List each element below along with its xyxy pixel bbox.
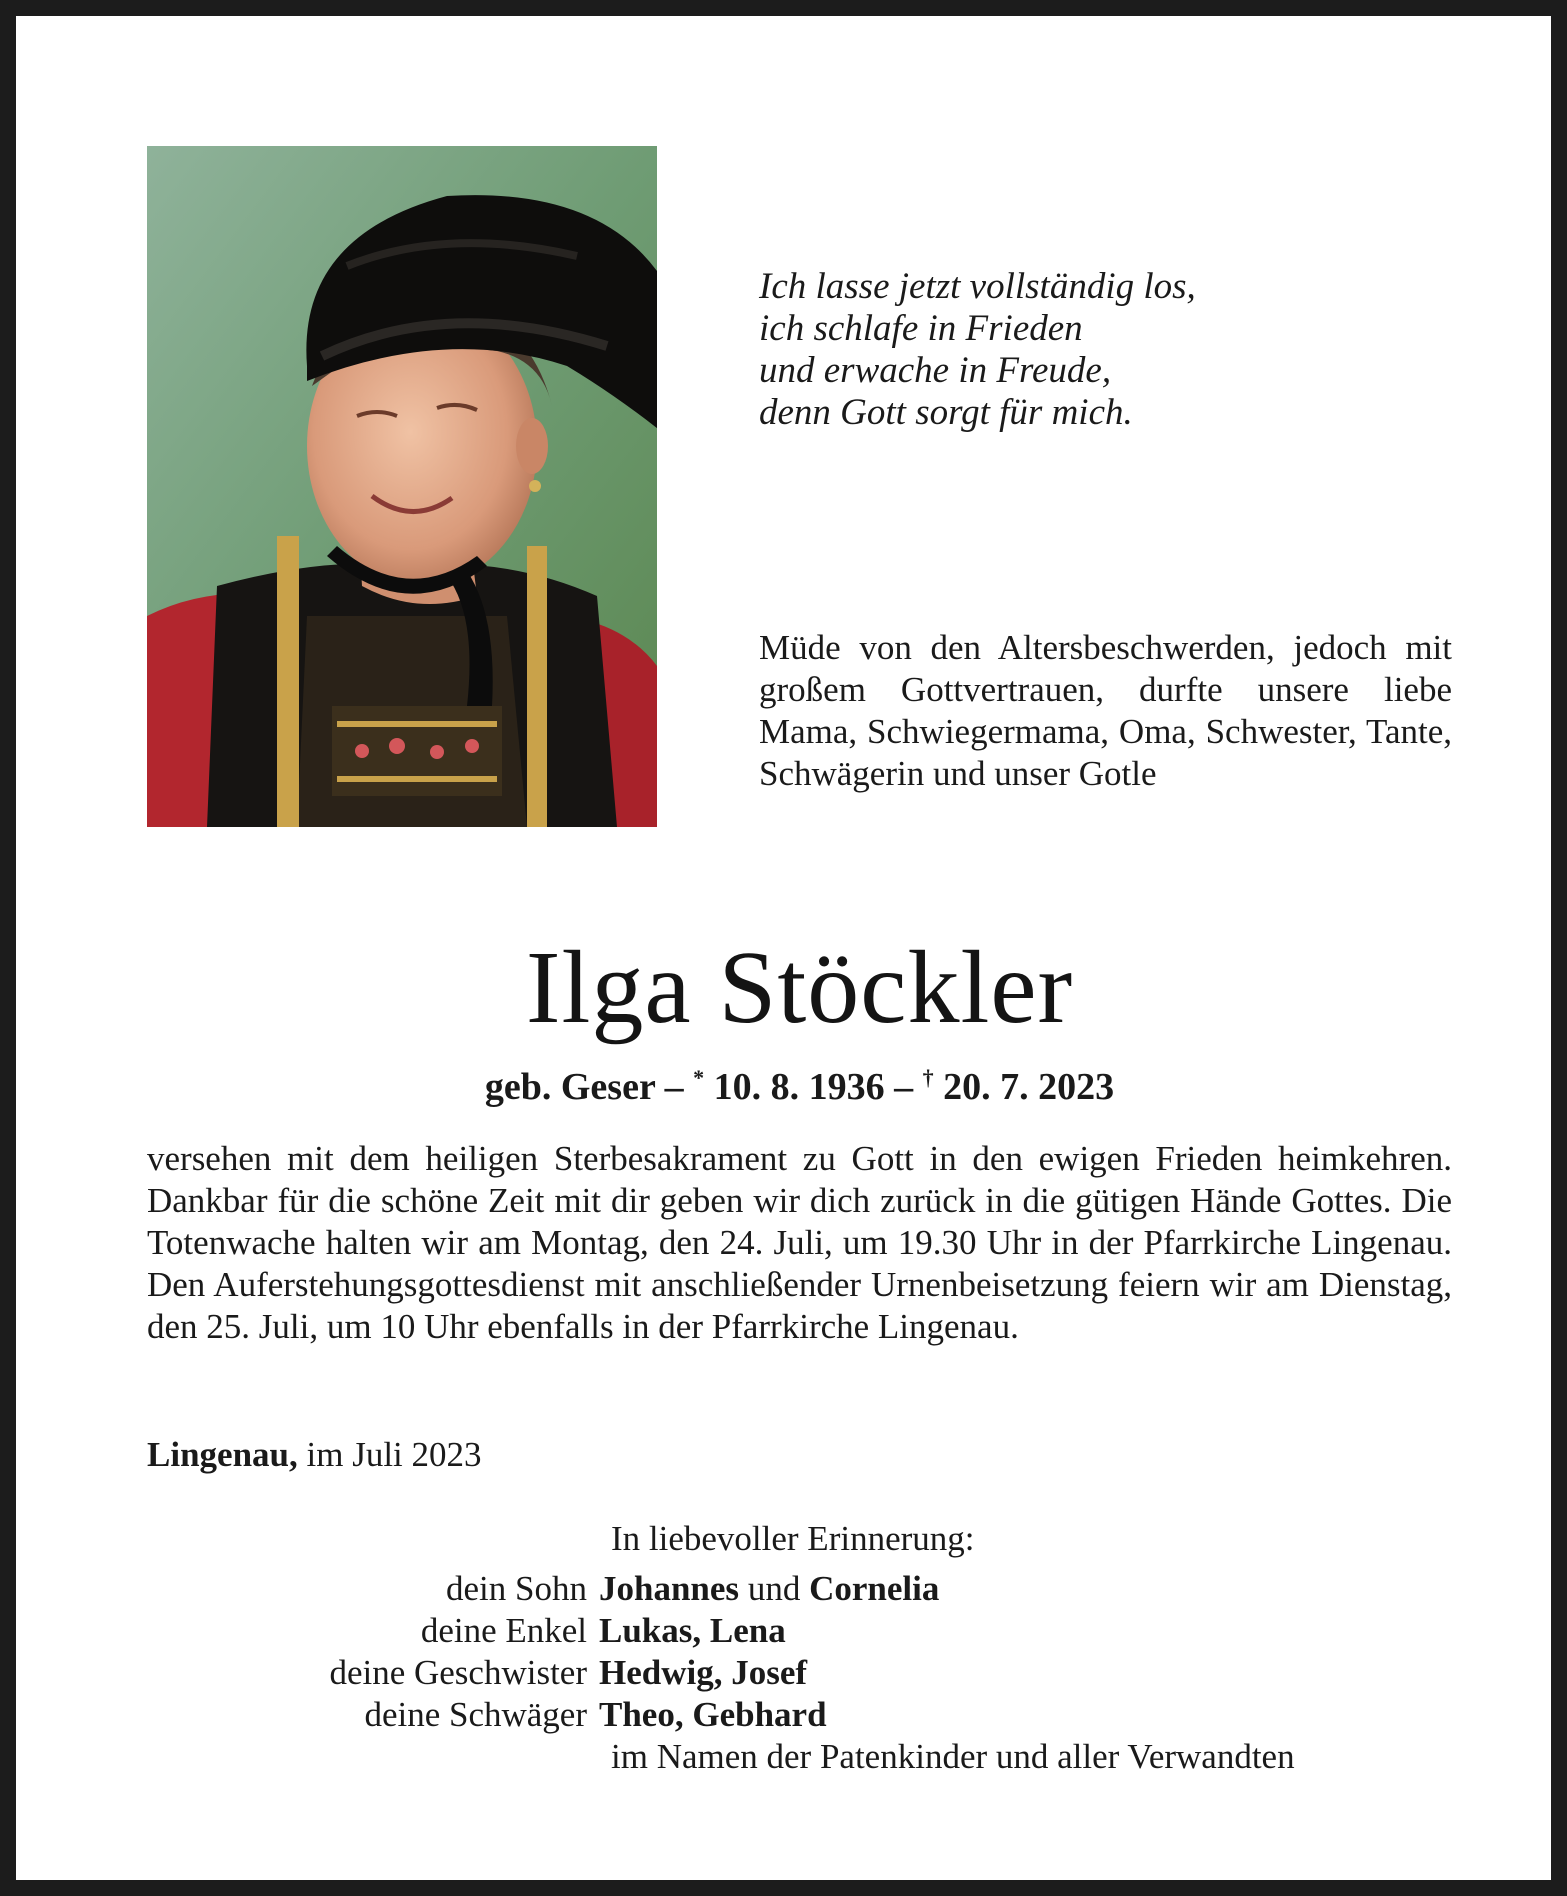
portrait-photo xyxy=(147,146,657,827)
poem-line: und erwache in Freude, xyxy=(759,350,1112,391)
death-symbol: † xyxy=(922,1065,934,1090)
relation-label: deine Enkel xyxy=(420,1611,587,1650)
death-date: 20. 7. 2023 xyxy=(943,1066,1115,1108)
intro-paragraph: Müde von den Altersbeschwerden, jedoch mit großem Gottvertrauen, durfte unsere liebe Mama, Schwiegermama, Oma, Schwester, Tante, Schwägerin und unser Gotle xyxy=(759,628,1452,793)
poem xyxy=(759,266,1459,434)
family-name: Lukas, Lena xyxy=(599,1611,786,1650)
family-row xyxy=(147,1568,1467,1610)
relation-label: deine Schwäger xyxy=(364,1695,587,1734)
deceased-name: Ilga Stöckler xyxy=(525,930,1074,1045)
poem-line: denn Gott sorgt für mich. xyxy=(759,392,1133,433)
poem-line: Ich lasse jetzt vollständig los, xyxy=(759,266,1196,307)
family-name: Theo, Gebhard xyxy=(599,1695,827,1734)
family-row xyxy=(147,1610,1467,1652)
announcement-paragraph: versehen mit dem heiligen Sterbesakrament zu Gott in den ewigen Frieden heimkehren. Dankbar für die schöne Zeit mit dir geben wir dich zurück in die gütigen Hände Gottes. Die Totenwache halten wir am Montag, den 24. Juli, um 19.30 Uhr in der Pfarrkirche Lingenau. Den Auferstehungsgottesdienst mit anschließender Urnenbeisetzung feiern wir am Dienstag, den 25. Juli, um 10 Uhr ebenfalls in der Pfarrkirche Lingenau. xyxy=(147,1139,1452,1346)
relation-label: dein Sohn xyxy=(446,1569,587,1608)
family-name: Cornelia xyxy=(809,1569,940,1608)
separator: – xyxy=(664,1066,684,1108)
birth-date: 10. 8. 1936 xyxy=(713,1066,885,1108)
family-row xyxy=(147,1694,1467,1736)
memory-heading: In liebevoller Erinnerung: xyxy=(611,1519,975,1558)
birth-symbol: * xyxy=(693,1065,705,1090)
family-row xyxy=(147,1652,1467,1694)
poem-line: ich schlafe in Frieden xyxy=(759,308,1083,349)
separator: – xyxy=(894,1066,914,1108)
family-list xyxy=(147,1568,1467,1778)
family-names xyxy=(599,1568,939,1610)
maiden-name: geb. Geser xyxy=(484,1066,656,1108)
closing-line: im Namen der Patenkinder und aller Verwandten xyxy=(611,1737,1295,1776)
life-dates xyxy=(16,1054,1567,1111)
place-date xyxy=(147,1434,482,1476)
place-town: Lingenau, xyxy=(147,1435,298,1474)
relation-label: deine Geschwister xyxy=(329,1653,587,1692)
place-date-text: im Juli 2023 xyxy=(306,1435,482,1474)
name-joiner: und xyxy=(747,1569,801,1608)
portrait-illustration xyxy=(147,146,657,827)
family-name: Johannes xyxy=(599,1569,740,1608)
family-name: Hedwig, Josef xyxy=(599,1653,808,1692)
